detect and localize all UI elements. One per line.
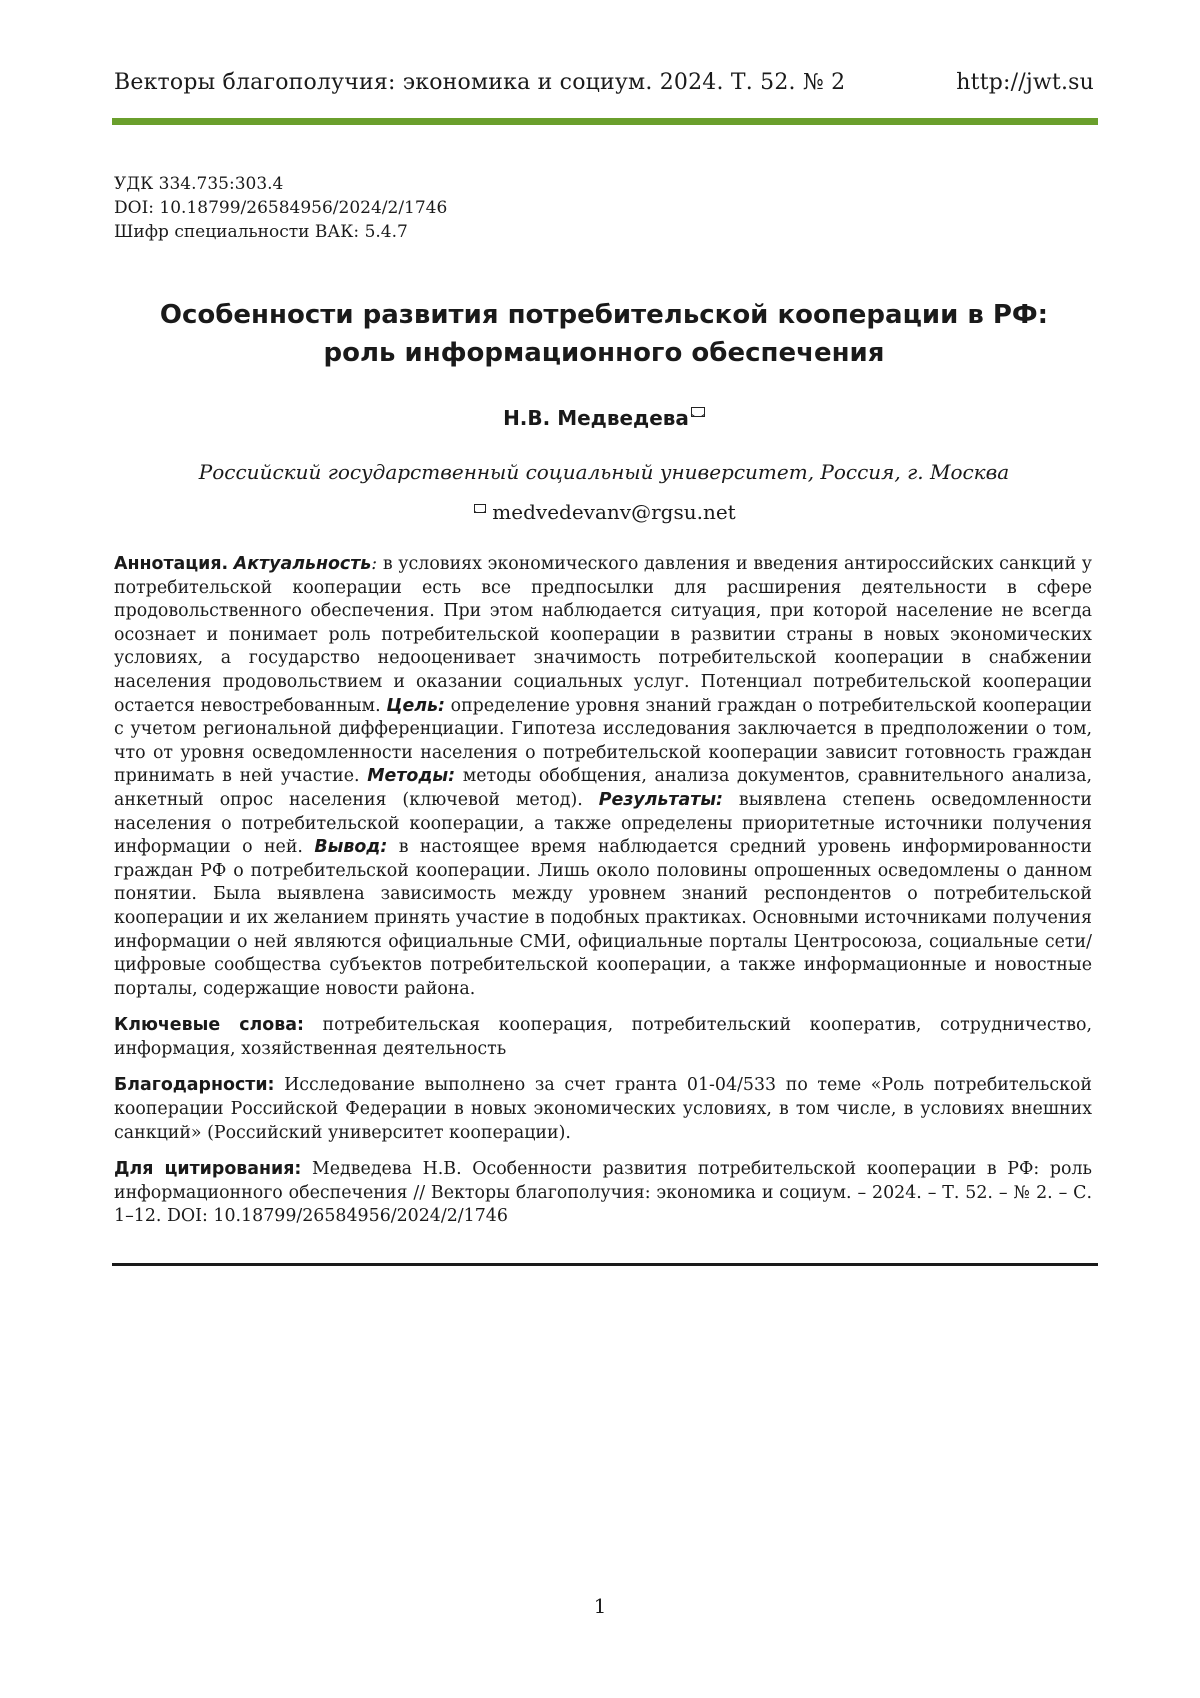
article-title xyxy=(114,296,1094,372)
keywords xyxy=(114,1014,1092,1061)
keywords-text: потребительская кооперация, потребительский кооператив, сотрудничество, информация, хозяйственная деятельность xyxy=(114,1015,1092,1059)
doi: DOI: 10.18799/26584956/2024/2/1746 xyxy=(114,198,448,218)
envelope-icon xyxy=(474,504,486,513)
citation-text: Медведева Н.В. Особенности развития потребительской кооперации в РФ: роль информационного обеспечения // Векторы благополучия: экономика и социум. – 2024. – Т. 52. – № 2. – С. 1–12. DOI: 10.18799/26584956/2024/2/1746 xyxy=(114,1159,1092,1227)
citation-label: Для цитирования: xyxy=(114,1159,302,1180)
acknowledgements xyxy=(114,1074,1092,1145)
goal-label: Цель: xyxy=(386,695,445,716)
results-text: выявлена степень осведомленности населения о потребительской кооперации, а также определены приоритетные источники получения информации о ней. xyxy=(114,789,1093,858)
article-meta xyxy=(114,172,447,244)
article-front-matter xyxy=(114,553,1092,1242)
journal-title: Векторы благополучия: экономика и социум. 2024. Т. 52. № 2 xyxy=(114,70,846,95)
page-number: 1 xyxy=(593,1594,607,1618)
author xyxy=(114,406,1094,430)
citation xyxy=(114,1158,1092,1229)
acknowledgements-label: Благодарности: xyxy=(114,1075,275,1096)
title-line-2: роль информационного обеспечения xyxy=(323,338,885,368)
abstract xyxy=(114,553,1092,1001)
conclusion-text: в настоящее время наблюдается средний уровень информированности граждан РФ о потребительской кооперации. Лишь около половины опрошенных осведомлены о данном понятии. Была выявлена зависимость между уровнем знаний респондентов о потребительской кооперации и их желанием принять участие в подобных практиках. Основными источниками получения информации о ней являются официальные СМИ, официальные порталы Центросоюза, социальные сети/цифровые сообщества субъектов потребительской кооперации, а также информационные и новостные порталы, содержащие новости района. xyxy=(114,837,1092,999)
header-rule xyxy=(112,118,1098,125)
abstract-label: Аннотация. xyxy=(114,554,229,574)
results-label: Результаты: xyxy=(598,789,723,810)
conclusion-label: Вывод: xyxy=(314,837,388,858)
email-address[interactable]: medvedevanv@rgsu.net xyxy=(492,500,736,524)
relevance-text: в условиях экономического давления и введения антироссийских санкций у потребительской кооперации есть все предпосылки для расширения деятельности в сфере продовольственного обеспечения. При этом наблюдается ситуация, при которой население не всегда осознает и понимает роль потребительской кооперации в развитии страны в новых экономических условиях, а государство недооценивает значимость потребительской кооперации в снабжении населения продовольствием и оказании социальных услуг. Потенциал потребительской кооперации остается невостребованным. xyxy=(114,554,1093,716)
journal-url[interactable]: http://jwt.su xyxy=(956,70,1094,95)
udc-code: УДК 334.735:303.4 xyxy=(114,174,284,194)
vak-code: Шифр специальности ВАК: 5.4.7 xyxy=(114,222,408,242)
keywords-label: Ключевые слова: xyxy=(114,1015,304,1036)
methods-text: методы обобщения, анализа документов, сравнительного анализа, анкетный опрос населения (ключевой метод). xyxy=(114,766,1092,810)
author-name: Н.В. Медведева xyxy=(503,406,689,430)
acknowledgements-text: Исследование выполнено за счет гранта 01-04/533 по теме «Роль потребительской кооперации Российской Федерации в новых экономических условиях, в том числе, в условиях внешних санкций» (Российский университет кооперации). xyxy=(114,1075,1092,1143)
author-email xyxy=(114,500,1094,524)
section-end-rule xyxy=(112,1263,1098,1266)
running-header xyxy=(114,70,1094,95)
relevance-label: Актуальность xyxy=(233,554,372,574)
affiliation: Российский государственный социальный университет, Россия, г. Москва xyxy=(198,460,1010,484)
goal-text: определение уровня знаний граждан о потребительской кооперации с учетом региональной дифференциации. Гипотеза исследования заключается в предположении о том, что от уровня осведомленности населения о потребительской кооперации зависит готовность граждан принимать в ней участие. xyxy=(114,695,1093,787)
relevance-colon: : xyxy=(371,554,378,574)
envelope-icon xyxy=(691,407,705,417)
methods-label: Методы: xyxy=(367,766,456,787)
title-line-1: Особенности развития потребительской кооперации в РФ: xyxy=(159,300,1049,330)
